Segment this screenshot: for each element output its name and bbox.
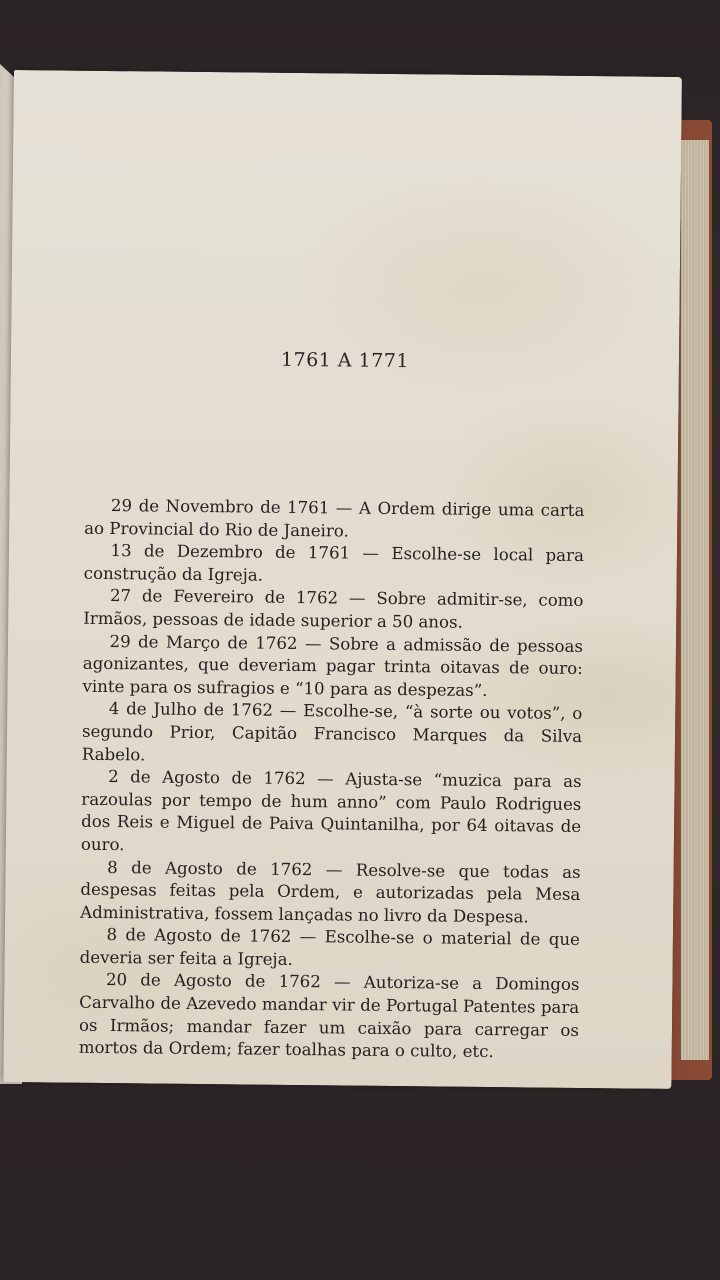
chronology-entry: 8 de Agosto de 1762 — Resolve-se que todas as despesas feitas pela Ordem, e autorizadas pela Mesa Administrativa, fossem lançadas no livro da Despesa. [80,857,581,927]
book-page-edges [680,140,709,1060]
chronology-entry: 13 de Dezembro de 1761 — Escolhe-se local para construção da Igreja. [83,541,585,585]
chronology-entry: 20 de Agosto de 1762 — Autoriza-se a Domingos Carvalho de Azevedo mandar vir de Portugal Patentes para os Irmãos; mandar fazer um caixão para carregar os mortos da Ordem; fazer toalhas para o culto, etc. [78,970,580,1062]
page-heading: 1761 A 1771 [280,348,410,373]
chronology-entries [79,495,585,1065]
chronology-entry: 29 de Março de 1762 — Sobre a admissão de pessoas agonizantes, que deveriam pagar trinta oitavas de ouro: vinte para os sufragios e “10 para as despezas”. [82,631,584,700]
chronology-entry: 8 de Agosto de 1762 — Escolhe-se o material de que deveria ser feita a Igreja. [79,925,581,969]
book-page [3,70,682,1089]
chronology-entry: 4 de Julho de 1762 — Escolhe-se, “à sorte ou votos”, o segundo Prior, Capitão Francisco Marques da Silva Rabelo. [81,699,583,764]
chronology-entry: 2 de Agosto de 1762 — Ajusta-se “muzica para as razoulas por tempo de hum anno” com Paulo Rodrigues dos Reis e Miguel de Paiva Quintanilha, por 64 oitavas de ouro. [80,767,582,855]
chronology-entry: 27 de Fevereiro de 1762 — Sobre admitir-se, como Irmãos, pessoas de idade superior a 50 anos. [83,586,584,632]
chronology-entry: 29 de Novembro de 1761 — A Ordem dirige uma carta ao Provincial do Rio de Janeiro. [84,496,585,541]
